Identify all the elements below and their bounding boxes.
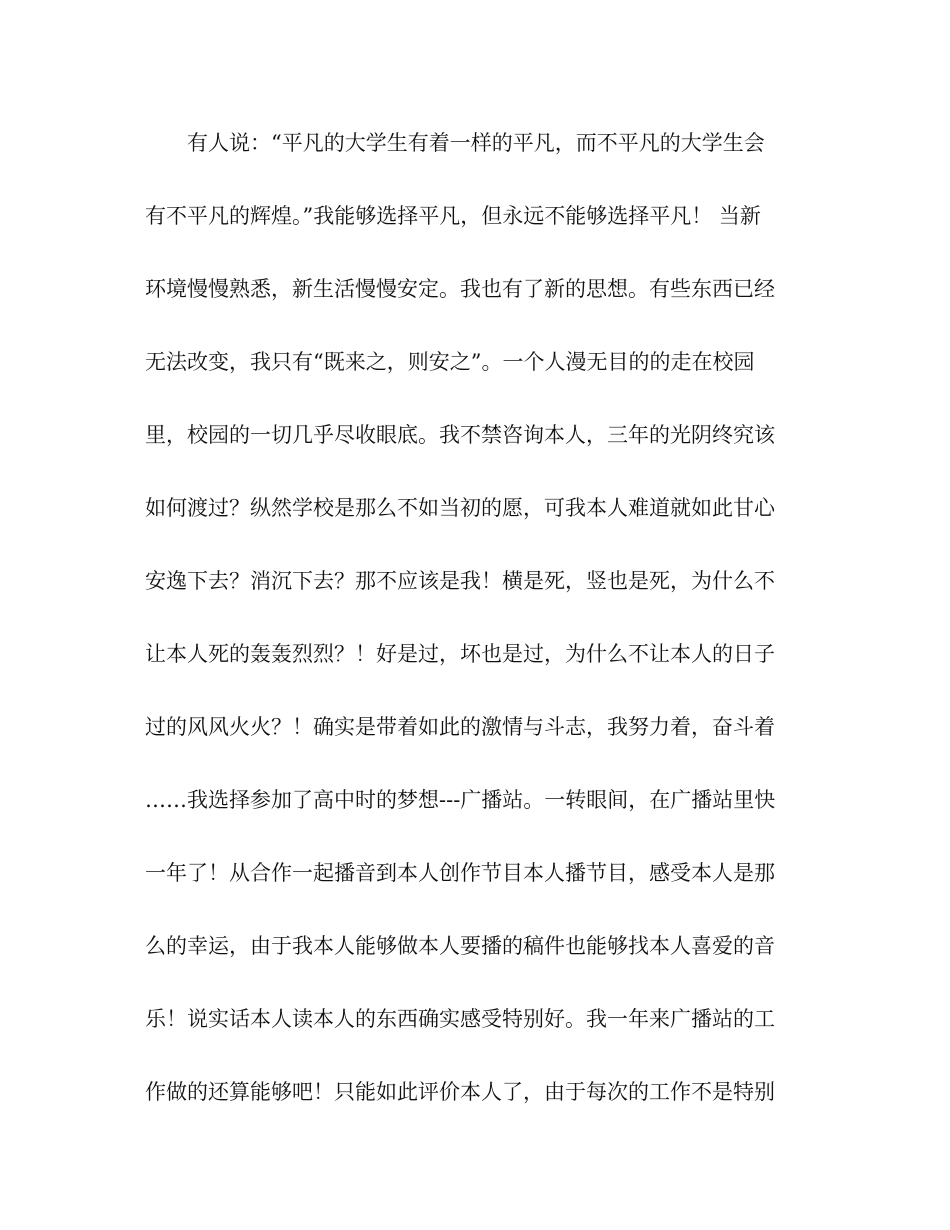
text-line: 有人说：“平凡的大学生有着一样的平凡，而不平凡的大学生会: [187, 131, 765, 155]
text-line: 一年了！从合作一起播音到本人创作节目本人播节目，感受本人是那: [145, 861, 775, 885]
text-line: 里，校园的一切几乎尽收眼底。我不禁咨询本人，三年的光阴终究该: [145, 423, 775, 447]
body-text: [145, 121, 815, 1143]
text-line: ……我选择参加了高中时的梦想---广播站。一转眼间，在广播站里快: [145, 788, 776, 812]
text-line: 过的风风火火？！确实是带着如此的激情与斗志，我努力着，奋斗着: [145, 715, 775, 739]
text-line: 让本人死的轰轰烈烈？！好是过，坏也是过，为什么不让本人的日子: [145, 642, 775, 666]
text-line: 么的幸运，由于我本人能够做本人要播的稿件也能够找本人喜爱的音: [145, 934, 775, 958]
text-line: 如何渡过？纵然学校是那么不如当初的愿，可我本人难道就如此甘心: [145, 496, 775, 520]
text-line: 乐！说实话本人读本人的东西确实感受特别好。我一年来广播站的工: [145, 1007, 775, 1031]
text-line: 无法改变，我只有“既来之，则安之”。一个人漫无目的的走在校园: [145, 350, 755, 374]
text-line: 安逸下去？消沉下去？那不应该是我！横是死，竖也是死，为什么不: [145, 569, 775, 593]
text-line: 有不平凡的辉煌。”我能够选择平凡，但永远不能够选择平凡！ 当新: [145, 204, 761, 228]
text-line: 环境慢慢熟悉，新生活慢慢安定。我也有了新的思想。有些东西已经: [145, 277, 775, 301]
text-line: 作做的还算能够吧！只能如此评价本人了，由于每次的工作不是特别: [145, 1080, 775, 1104]
